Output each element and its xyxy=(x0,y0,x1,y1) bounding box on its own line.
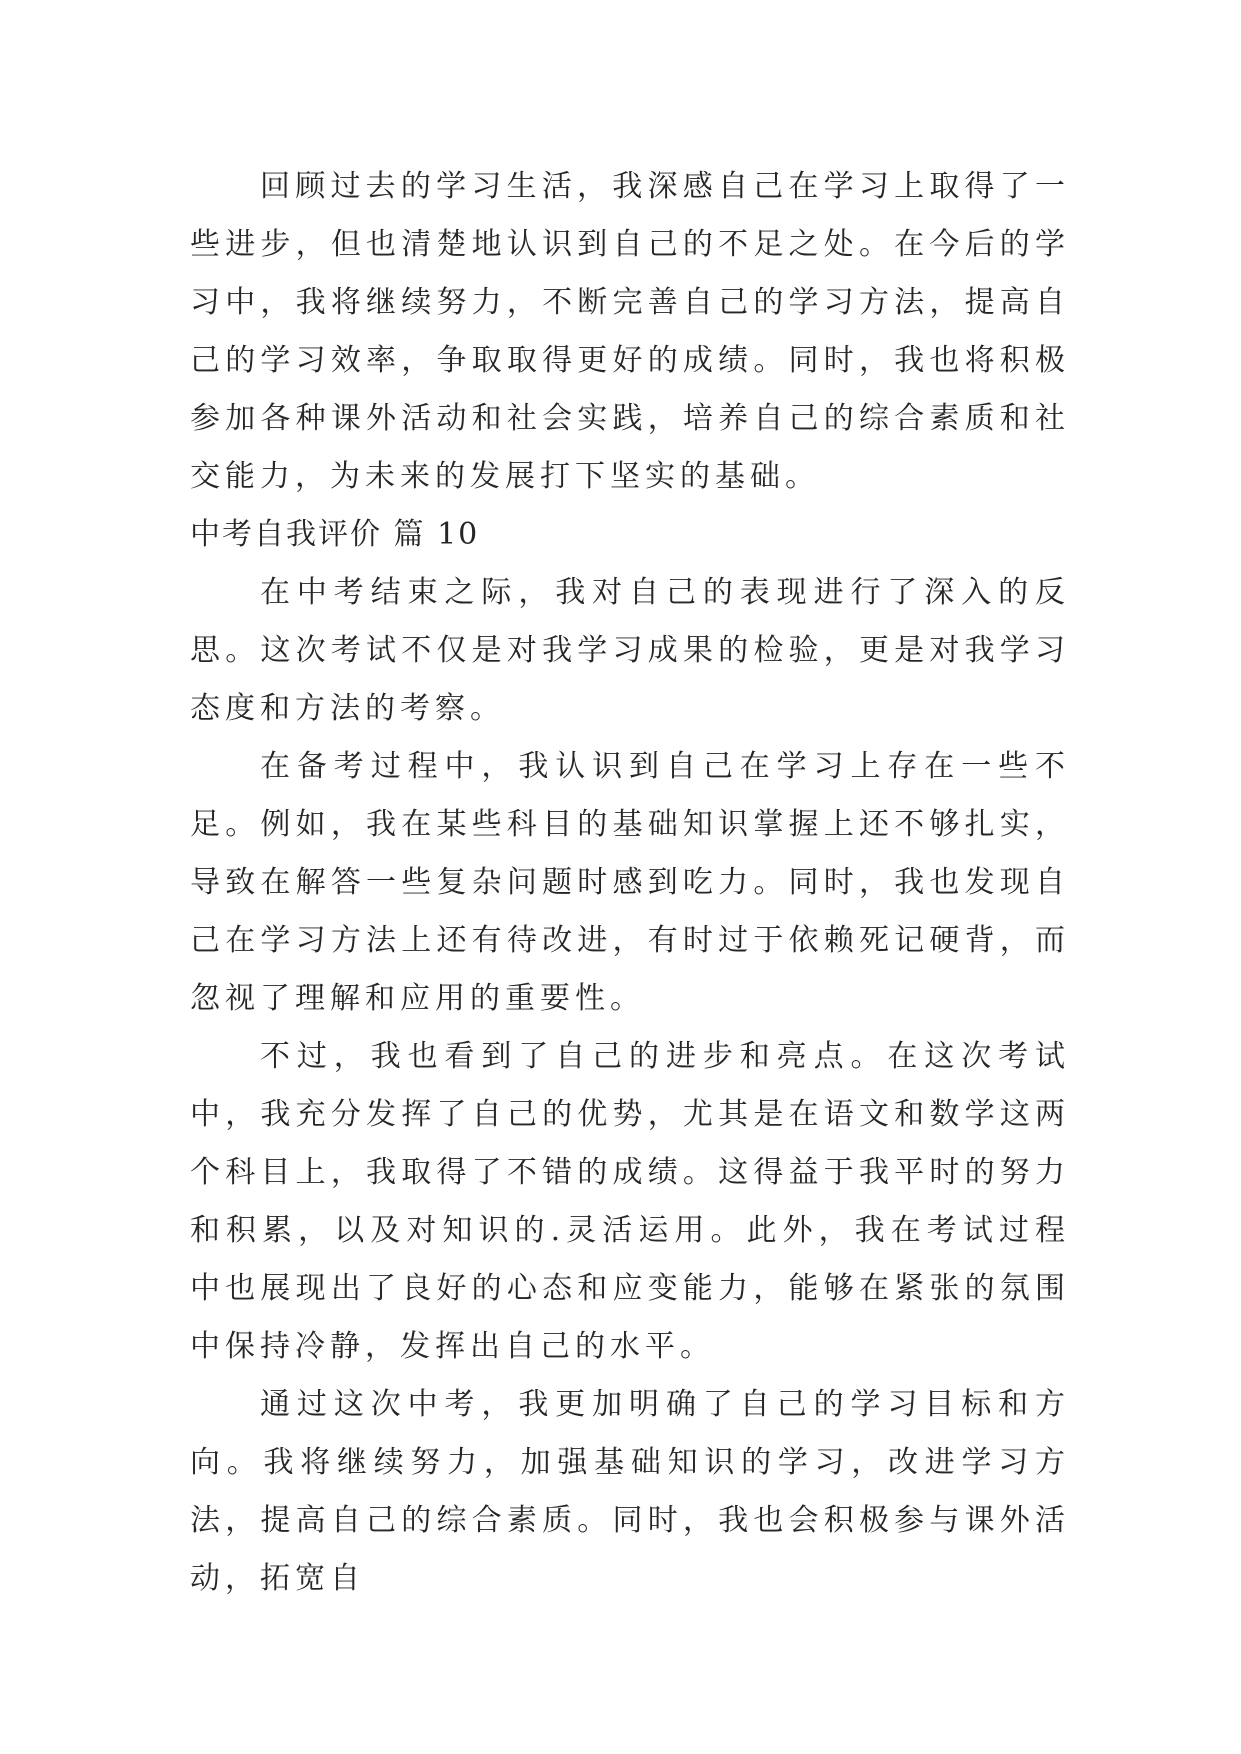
paragraph-2: 在备考过程中，我认识到自己在学习上存在一些不足。例如，我在某些科目的基础知识掌握上还不够扎实，导致在解答一些复杂问题时感到吃力。同时，我也发现自己在学习方法上还有待改进，有时过于依赖死记硬背，而忽视了理解和应用的重要性。 xyxy=(190,749,1070,1016)
intro-paragraph: 回顾过去的学习生活，我深感自己在学习上取得了一些进步，但也清楚地认识到自己的不足之处。在今后的学习中，我将继续努力，不断完善自己的学习方法，提高自己的学习效率，争取取得更好的成绩。同时，我也将积极参加各种课外活动和社会实践，培养自己的综合素质和社交能力，为未来的发展打下坚实的基础。 xyxy=(190,169,1070,494)
paragraph-3: 不过，我也看到了自己的进步和亮点。在这次考试中，我充分发挥了自己的优势，尤其是在语文和数学这两个科目上，我取得了不错的成绩。这得益于我平时的努力和积累，以及对知识的.灵活运用。此外，我在考试过程中也展现出了良好的心态和应变能力，能够在紧张的氛围中保持冷静，发挥出自己的水平。 xyxy=(190,1039,1070,1364)
paragraph-1: 在中考结束之际，我对自己的表现进行了深入的反思。这次考试不仅是对我学习成果的检验，更是对我学习态度和方法的考察。 xyxy=(190,575,1070,726)
section-heading: 中考自我评价 篇 10 xyxy=(190,517,480,552)
paragraph-4: 通过这次中考，我更加明确了自己的学习目标和方向。我将继续努力，加强基础知识的学习，改进学习方法，提高自己的综合素质。同时，我也会积极参与课外活动，拓宽自 xyxy=(190,1387,1070,1596)
document-body xyxy=(190,158,1070,1608)
